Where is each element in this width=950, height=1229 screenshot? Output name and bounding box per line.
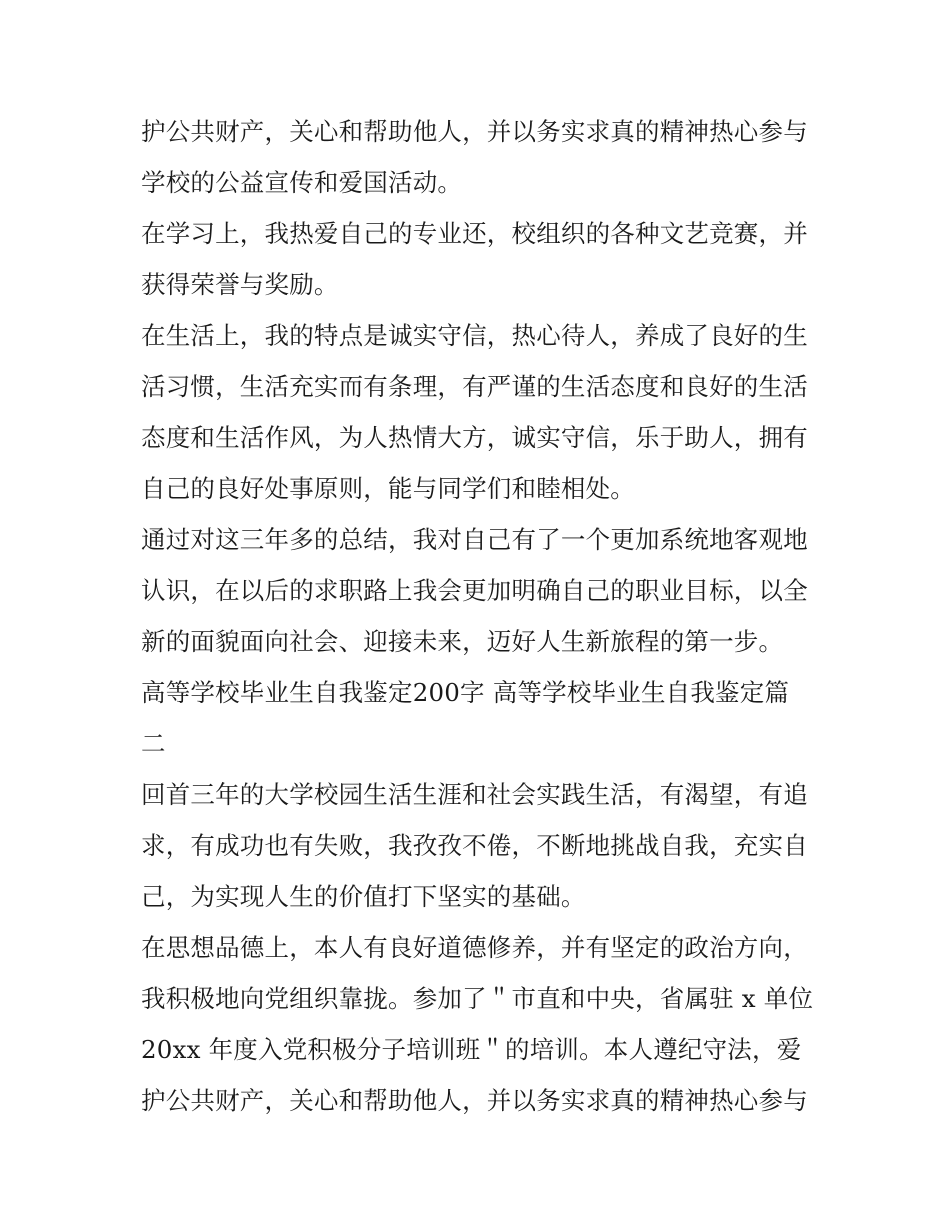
- section-heading-line: 二: [141, 729, 166, 758]
- text-line: 己，为实现人生的价值打下坚实的基础。: [141, 882, 586, 911]
- document-body: [141, 106, 821, 1126]
- text-line: 通过对这三年多的总结，我对自己有了一个更加系统地客观地: [141, 525, 808, 554]
- text-line: 态度和生活作风，为人热情大方，诚实守信，乐于助人，拥有: [141, 423, 808, 452]
- text-line: 求，有成功也有失败，我孜孜不倦，不断地挑战自我，充实自: [141, 831, 808, 860]
- text-line: 护公共财产，关心和帮助他人，并以务实求真的精神热心参与: [141, 1086, 808, 1115]
- text-line: 20xx 年度入党积极分子培训班＂的培训。本人遵纪守法，爱: [141, 1035, 802, 1064]
- text-line: 获得荣誉与奖励。: [141, 270, 339, 299]
- text-line: 在思想品德上，本人有良好道德修养，并有坚定的政治方向，: [141, 933, 808, 962]
- text-line: 回首三年的大学校园生活生涯和社会实践生活，有渴望，有追: [141, 780, 808, 809]
- text-line: 新的面貌面向社会、迎接未来，迈好人生新旅程的第一步。: [141, 627, 784, 656]
- text-line: 自己的良好处事原则，能与同学们和睦相处。: [141, 474, 635, 503]
- text-line: 认识，在以后的求职路上我会更加明确自己的职业目标，以全: [141, 576, 808, 605]
- section-heading-line: 高等学校毕业生自我鉴定200字 高等学校毕业生自我鉴定篇: [141, 678, 790, 707]
- text-line: 学校的公益宣传和爱国活动。: [141, 168, 463, 197]
- text-line: 在生活上，我的特点是诚实守信，热心待人，养成了良好的生: [141, 321, 808, 350]
- text-line: 我积极地向党组织靠拢。参加了＂市直和中央，省属驻 x 单位: [141, 984, 814, 1013]
- text-line: 护公共财产，关心和帮助他人，并以务实求真的精神热心参与: [141, 117, 808, 146]
- text-line: 活习惯，生活充实而有条理，有严谨的生活态度和良好的生活: [141, 372, 808, 401]
- text-line: 在学习上，我热爱自己的专业还，校组织的各种文艺竞赛，并: [141, 219, 808, 248]
